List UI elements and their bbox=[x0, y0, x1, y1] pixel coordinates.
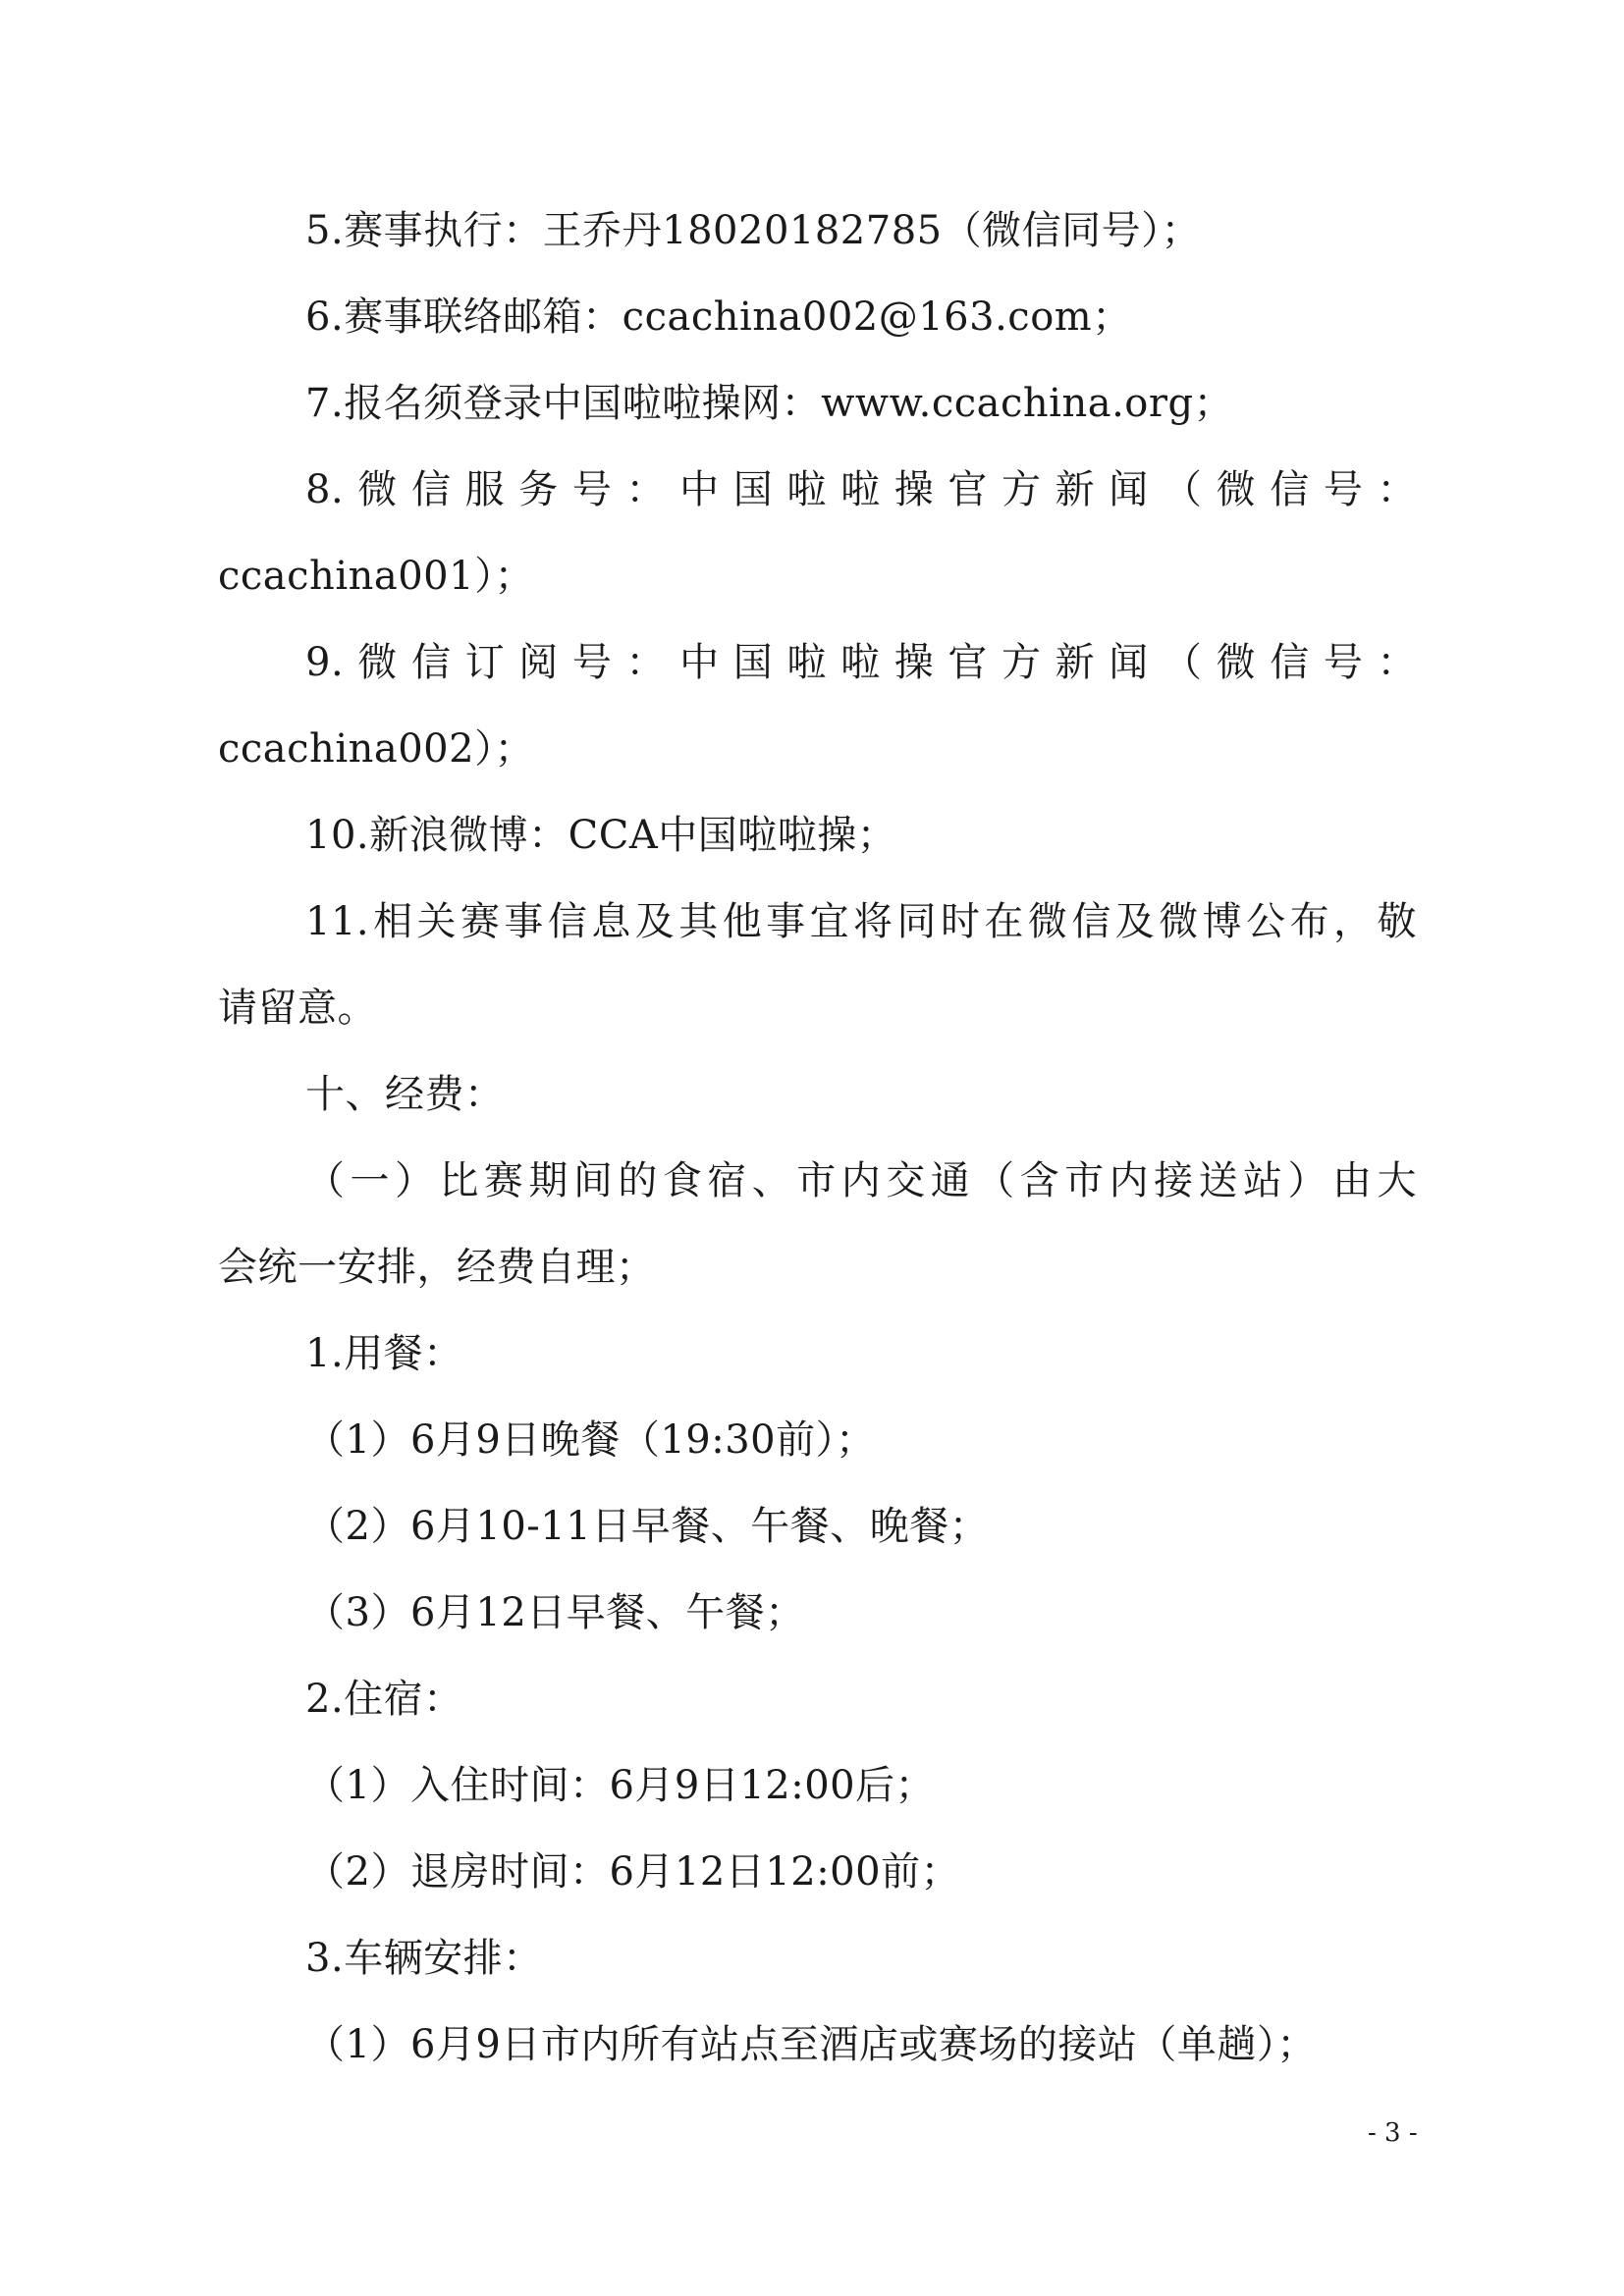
contact-item-10: 10.新浪微博：CCA中国啦啦操； bbox=[305, 813, 897, 858]
meals-item: （2）6月10-11日早餐、午餐、晚餐； bbox=[305, 1504, 990, 1549]
contact-item-5: 5.赛事执行：王乔丹18020182785（微信同号）； bbox=[305, 208, 1202, 253]
lodging-item: （2）退房时间：6月12日12:00前； bbox=[305, 1849, 961, 1895]
contact-item-11-line1: 11.相关赛事信息及其他事宜将同时在微信及微博公布，敬 bbox=[305, 899, 1417, 944]
contact-item-6: 6.赛事联络邮箱：ccachina002@163.com； bbox=[305, 294, 1132, 340]
meals-item: （3）6月12日早餐、午餐； bbox=[305, 1590, 805, 1635]
lodging-title: 2.住宿： bbox=[305, 1677, 463, 1722]
vehicles-title: 3.车辆安排： bbox=[305, 1936, 543, 1981]
contact-item-9-line1: 9.微信订阅号：中国啦啦操官方新闻（微信号： bbox=[305, 640, 1417, 685]
contact-item-8-line1: 8.微信服务号：中国啦啦操官方新闻（微信号： bbox=[305, 467, 1417, 512]
lodging-item: （1）入住时间：6月9日12:00后； bbox=[305, 1763, 936, 1808]
funding-para1-line1: （一）比赛期间的食宿、市内交通（含市内接送站）由大 bbox=[305, 1158, 1417, 1203]
funding-para1-line2: 会统一安排，经费自理； bbox=[218, 1245, 656, 1290]
meals-item: （1）6月9日晚餐（19:30前）； bbox=[305, 1417, 876, 1463]
page-number: - 3 - bbox=[1368, 2118, 1418, 2148]
contact-item-9-line2: ccachina002）； bbox=[218, 726, 535, 772]
meals-title: 1.用餐： bbox=[305, 1331, 463, 1376]
vehicles-item: （1）6月9日市内所有站点至酒店或赛场的接站（单趟）； bbox=[305, 2022, 1317, 2067]
contact-item-8-line2: ccachina001）； bbox=[218, 554, 535, 599]
section-heading-funding: 十、经费： bbox=[305, 1072, 505, 1117]
contact-item-11-line2: 请留意。 bbox=[218, 986, 377, 1031]
contact-item-7: 7.报名须登录中国啦啦操网：www.ccachina.org； bbox=[305, 381, 1234, 426]
